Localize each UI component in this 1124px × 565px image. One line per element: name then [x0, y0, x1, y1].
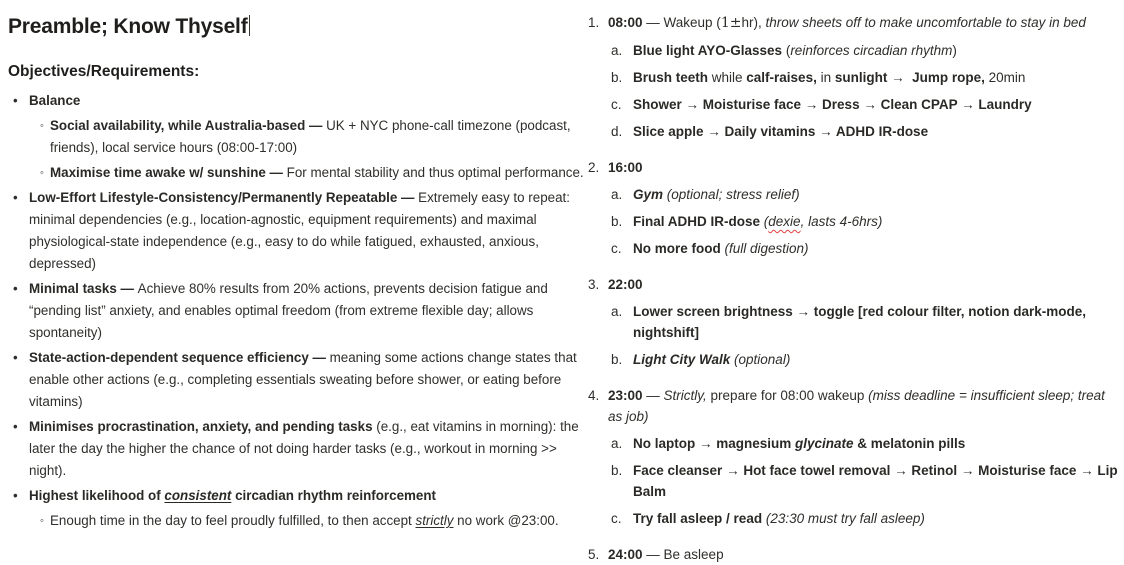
text-segment: Enough time in the day to feel proudly fulfilled, to then accept	[50, 513, 416, 528]
schedule-subitem[interactable]	[585, 349, 1120, 370]
letter-marker: b.	[611, 70, 623, 85]
text-segment: hr),	[741, 15, 766, 30]
text-segment: Extremely easy to repeat: minimal dependencies (e.g., location-agnostic, equipment requirements) and maximal physiological-state independence (e.g., easy to do while fatigued, exhausted, anxious, depressed)	[29, 190, 574, 271]
letter-marker: b.	[611, 352, 623, 367]
text-segment: 24:00	[608, 547, 643, 562]
text-segment: while	[708, 70, 747, 85]
line-text	[633, 460, 1120, 502]
line-text	[29, 90, 586, 112]
text-segment: 16:00	[608, 160, 643, 175]
schedule-group	[585, 274, 1120, 370]
letter-marker: a.	[611, 187, 623, 202]
line-text	[633, 238, 1120, 259]
schedule-subitem[interactable]	[585, 40, 1120, 61]
letter-marker: c.	[611, 511, 622, 526]
text-segment: 22:00	[608, 277, 643, 292]
text-segment: —	[642, 388, 664, 403]
letter-marker: b.	[611, 214, 623, 229]
text-segment: Maximise time awake w/ sunshine —	[50, 165, 287, 180]
text-segment: , lasts 4-6hrs)	[800, 214, 883, 229]
text-segment: strictly	[415, 513, 454, 528]
bullet-item[interactable]	[8, 115, 586, 159]
schedule-group	[585, 157, 1120, 259]
schedule-subitem[interactable]	[585, 211, 1120, 232]
bullet-item[interactable]	[8, 347, 586, 413]
schedule-item[interactable]	[585, 544, 1120, 565]
text-segment: For mental stability and thus optimal performance.	[286, 165, 584, 180]
letter-marker: c.	[611, 241, 622, 256]
letter-marker: d.	[611, 124, 623, 139]
text-segment: (optional; stress relief)	[666, 187, 800, 202]
bullet-item[interactable]	[8, 90, 586, 112]
number-marker: 5.	[588, 547, 600, 562]
schedule-subitem[interactable]	[585, 94, 1120, 115]
text-segment: Minimal tasks —	[29, 281, 138, 296]
line-text	[29, 416, 586, 482]
text-segment: meaning some actions change states that enable other actions (e.g., completing essentials sweating before shower, or eating before vitamins)	[29, 350, 581, 409]
schedule-item[interactable]	[585, 274, 1120, 295]
text-segment: Highest likelihood of	[29, 488, 165, 503]
line-text	[29, 187, 586, 275]
text-segment: Try fall asleep / read	[633, 511, 763, 526]
schedule-subitem[interactable]	[585, 184, 1120, 205]
text-segment: Strictly,	[663, 388, 707, 403]
line-text	[633, 184, 1120, 205]
text-segment: Slice apple → Daily vitamins → ADHD IR-dose	[633, 124, 929, 139]
number-marker: 2.	[588, 160, 600, 175]
objectives-list	[8, 90, 586, 532]
line-text	[50, 162, 586, 184]
text-segment: Shower → Moisturise face → Dress → Clean CPAP → Laundry	[633, 97, 1032, 112]
text-segment: Minimises procrastination, anxiety, and pending tasks	[29, 419, 377, 434]
schedule-subitem[interactable]	[585, 508, 1120, 529]
line-text	[633, 67, 1120, 88]
bullet-marker: •	[13, 93, 18, 108]
text-segment: 1±	[720, 15, 742, 31]
text-segment: UK + NYC phone-call timezone (podcast, friends), local service hours (08:00-17:00)	[50, 118, 575, 155]
line-text	[633, 40, 1120, 61]
line-text	[608, 12, 1120, 34]
bullet-marker: ◦	[40, 167, 44, 179]
text-segment: Low-Effort Lifestyle-Consistency/Permanently Repeatable —	[29, 190, 419, 205]
text-segment: (23:30 must try fall asleep)	[765, 511, 925, 526]
left-column	[8, 0, 586, 532]
text-segment: (e.g., eat vitamins in morning): the later the day the higher the chance of not doing harder tasks (e.g., workout in morning >> night).	[29, 419, 583, 478]
text-segment: →	[887, 70, 913, 85]
number-marker: 4.	[588, 388, 600, 403]
bullet-item[interactable]	[8, 485, 586, 507]
text-segment: (full digestion)	[724, 241, 809, 256]
text-segment: consistent	[164, 488, 232, 503]
letter-marker: a.	[611, 436, 623, 451]
schedule-item[interactable]	[585, 157, 1120, 178]
text-segment: glycinate	[795, 436, 854, 451]
text-segment: Lower screen brightness → toggle [red colour filter, notion dark-mode, nightshift]	[633, 304, 1090, 340]
line-text	[633, 433, 1120, 454]
letter-marker: c.	[611, 97, 622, 112]
right-column	[585, 12, 1120, 565]
letter-marker: a.	[611, 43, 623, 58]
text-segment: 20min	[984, 70, 1026, 85]
bullet-marker: •	[13, 419, 18, 434]
text-segment: 23:00	[608, 388, 643, 403]
text-segment: Face cleanser → Hot face towel removal → Retinol → Moisturise face → Lip Balm	[633, 463, 1122, 499]
line-text	[608, 157, 1120, 178]
line-text	[50, 115, 586, 159]
line-text	[633, 301, 1120, 343]
text-segment: — Be asleep	[642, 547, 724, 562]
line-text	[29, 485, 586, 507]
schedule-group	[585, 12, 1120, 142]
line-text	[608, 385, 1120, 427]
text-segment: 08:00	[608, 15, 643, 30]
schedule-group	[585, 544, 1120, 565]
bullet-item[interactable]	[8, 416, 586, 482]
text-segment: Light City Walk	[633, 352, 731, 367]
text-segment: throw sheets off to make uncomfortable to stay in bed	[765, 15, 1086, 30]
text-segment: No more food	[633, 241, 721, 256]
schedule-item[interactable]	[585, 385, 1120, 427]
text-segment: Jump rope,	[912, 70, 985, 85]
text-cursor	[249, 15, 251, 36]
text-segment: circadian rhythm reinforcement	[231, 488, 437, 503]
text-segment: Brush teeth	[633, 70, 709, 85]
text-segment: (optional)	[734, 352, 791, 367]
number-marker: 1.	[588, 15, 600, 30]
text-segment: & melatonin pills	[853, 436, 966, 451]
line-text	[608, 544, 1120, 565]
text-segment: (	[782, 43, 791, 58]
bullet-marker: •	[13, 488, 18, 503]
text-segment: in	[816, 70, 835, 85]
schedule-subitem[interactable]	[585, 433, 1120, 454]
schedule-list	[585, 12, 1120, 565]
bullet-marker: •	[13, 190, 18, 205]
section-heading[interactable]: Objectives/Requirements:	[8, 63, 200, 80]
bullet-item[interactable]	[8, 278, 586, 344]
bullet-item[interactable]	[8, 510, 586, 532]
page-title[interactable]	[8, 14, 586, 40]
schedule-subitem[interactable]	[585, 121, 1120, 142]
text-segment: (	[763, 214, 769, 229]
bullet-marker: •	[13, 281, 18, 296]
text-segment: Gym	[633, 187, 664, 202]
number-marker: 3.	[588, 277, 600, 292]
bullet-item[interactable]	[8, 187, 586, 275]
line-text	[633, 211, 1120, 232]
text-segment: sunlight	[834, 70, 888, 85]
line-text	[29, 347, 586, 413]
schedule-subitem[interactable]	[585, 238, 1120, 259]
line-text	[50, 510, 586, 532]
text-segment: Balance	[29, 93, 81, 108]
text-segment: )	[952, 43, 957, 58]
text-segment: State-action-dependent sequence efficiency —	[29, 350, 330, 365]
text-segment: reinforces circadian rhythm	[790, 43, 953, 58]
text-segment: Achieve 80% results from 20% actions, prevents decision fatigue and “pending list” anxiety, and enables optimal freedom (from extreme flexible day; allows spontaneity)	[29, 281, 552, 340]
schedule-item[interactable]	[585, 12, 1120, 34]
schedule-subitem[interactable]	[585, 301, 1120, 343]
text-segment: (miss deadline = insufficient sleep; treat as job)	[608, 388, 1109, 424]
bullet-marker: ◦	[40, 120, 44, 132]
schedule-group	[585, 385, 1120, 529]
letter-marker: b.	[611, 463, 623, 478]
line-text	[633, 94, 1120, 115]
schedule-subitem[interactable]	[585, 67, 1120, 88]
text-segment: no work @23:00.	[453, 513, 559, 528]
schedule-subitem[interactable]	[585, 460, 1120, 502]
text-segment: Final ADHD IR-dose	[633, 214, 761, 229]
page-title-text: Preamble; Know Thyself	[8, 15, 248, 38]
text-segment: Social availability, while Australia-based —	[50, 118, 327, 133]
text-segment: calf-raises,	[746, 70, 817, 85]
line-text	[633, 349, 1120, 370]
line-text	[608, 274, 1120, 295]
letter-marker: a.	[611, 304, 623, 319]
text-segment: — Wakeup (	[642, 15, 721, 30]
text-segment: prepare for 08:00 wakeup	[706, 388, 869, 403]
line-text	[633, 508, 1120, 529]
text-segment: dexie	[768, 214, 801, 229]
text-segment: No laptop → magnesium	[633, 436, 796, 451]
line-text	[633, 121, 1120, 142]
bullet-marker: ◦	[40, 515, 44, 527]
line-text	[29, 278, 586, 344]
bullet-item[interactable]	[8, 162, 586, 184]
bullet-marker: •	[13, 350, 18, 365]
text-segment: Blue light AYO-Glasses	[633, 43, 783, 58]
